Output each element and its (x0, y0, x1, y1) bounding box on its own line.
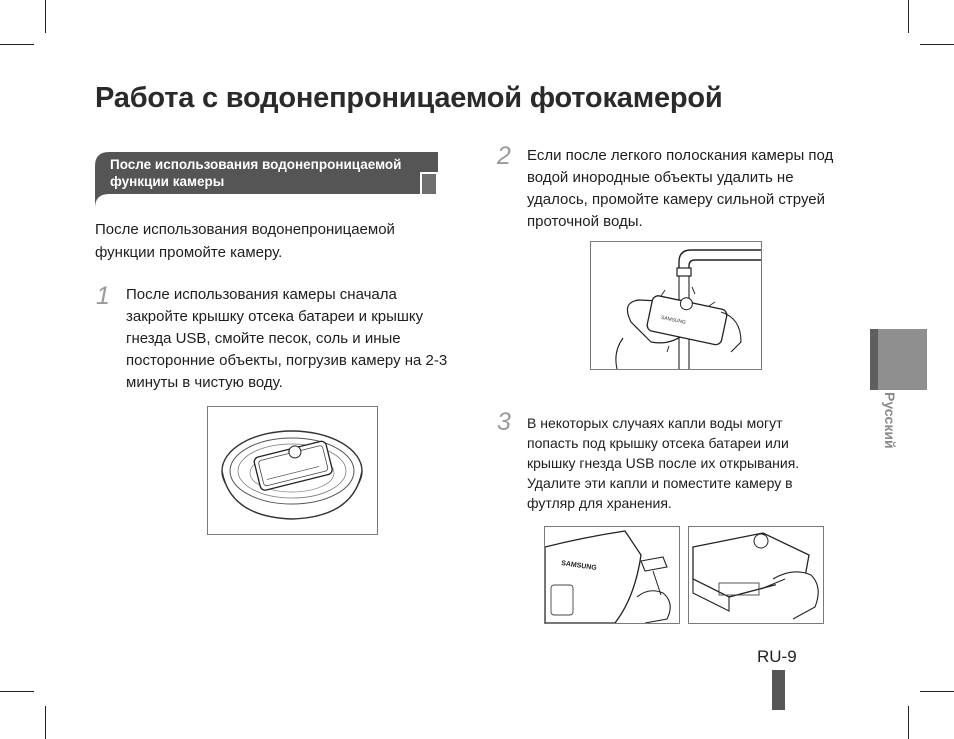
crop-mark (0, 691, 34, 692)
crop-mark (920, 44, 954, 45)
page-title: Работа с водонепроницаемой фотокамерой (95, 82, 723, 114)
step-text: После использования камеры сначала закройте крышку отсека батареи и крышку гнезда USB, смойте песок, соль и иные посторонние объекты, погрузив камеру на 2-3 минуты в чистую воду. (126, 286, 448, 391)
crop-mark (45, 706, 46, 739)
figure-camera-in-bowl (207, 406, 378, 535)
step-text: Если после легкого полоскания камеры под водой инородные объекты удалить не удалось, промойте камеру сильной струей проточной воды. (527, 147, 834, 230)
page-number: RU-9 (757, 647, 797, 666)
step-number: 2 (497, 142, 511, 170)
figure-wiping-battery-cover (544, 526, 680, 624)
figure-rinsing-under-tap (590, 241, 762, 370)
language-tab-strip (870, 329, 878, 390)
crop-mark (908, 0, 909, 33)
step-text: В некоторых случаях капли воды могут попасть под крышку отсека батареи или крышку гнезда USB после их открывания. Удалите эти капли и поместите камеру в футляр для хранения. (527, 415, 800, 511)
crop-mark (920, 691, 954, 692)
language-tab (870, 329, 927, 390)
language-tab-label: Русский (882, 392, 898, 449)
crop-mark (45, 0, 46, 33)
intro-paragraph: После использования водонепроницаемой функции промойте камеру. (95, 221, 395, 261)
step-number: 1 (96, 282, 110, 310)
camera-brand: SAMSUNG (660, 314, 687, 326)
camera-brand: SAMSUNG (560, 560, 598, 572)
step-number: 3 (497, 408, 511, 436)
section-banner-text: После использования водонепроницаемой функции камеры (110, 157, 402, 189)
page-number-bar (772, 670, 785, 710)
crop-mark (908, 706, 909, 739)
section-banner (95, 152, 438, 194)
figure-wiping-usb-cover (688, 526, 824, 624)
crop-mark (0, 44, 34, 45)
